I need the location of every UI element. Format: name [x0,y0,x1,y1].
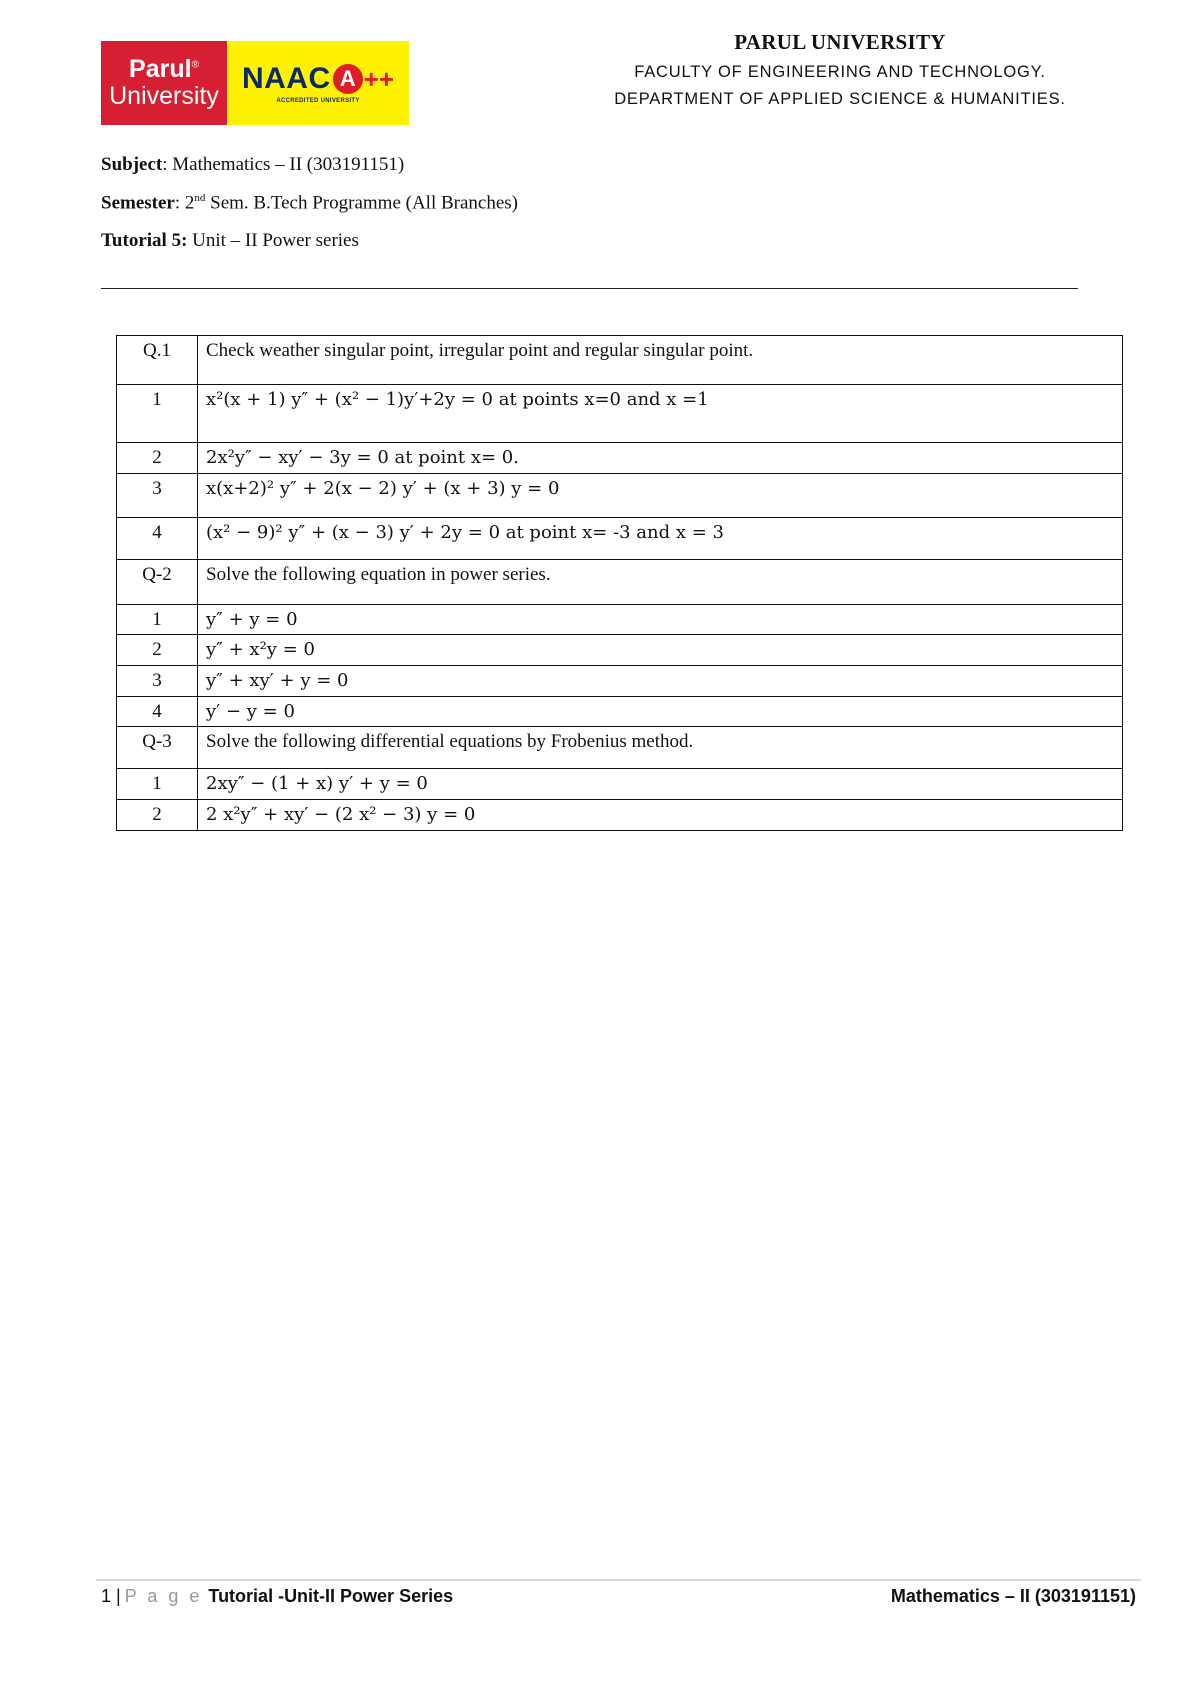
question-item-row [117,385,1123,443]
item-equation: 2x²y″ − xy′ − 3y = 0 at point x= 0. [198,443,1123,474]
semester-line [101,192,518,214]
semester-suffix: nd [194,192,206,204]
question-item-row [117,697,1123,727]
tutorial-value: Unit – II Power series [187,230,359,251]
semester-value: Sem. B.Tech Programme (All Branches) [205,192,519,214]
item-equation: y″ + y = 0 [198,605,1123,635]
semester-number: : 2 [174,192,195,214]
subject-line [101,154,404,176]
item-number: 2 [117,635,198,666]
item-number: 3 [117,474,198,518]
item-number: 2 [117,443,198,474]
question-header-row [117,727,1123,769]
question-item-row [117,518,1123,560]
question-item-row [117,474,1123,518]
footer-divider [96,1579,1141,1581]
question-number: Q-3 [117,727,198,769]
item-number: 1 [117,769,198,800]
university-header [590,30,1090,109]
faculty-name: FACULTY OF ENGINEERING AND TECHNOLOGY. [634,63,1046,81]
questions-table [116,335,1123,831]
item-number: 1 [117,385,198,443]
item-number: 2 [117,800,198,831]
logo-parul: Parul [129,55,192,83]
question-text: Solve the following equation in power series. [198,560,1123,605]
question-item-row [117,605,1123,635]
item-number: 4 [117,697,198,727]
logo-reg: ® [191,59,199,71]
item-equation: y′ − y = 0 [198,697,1123,727]
university-logo [101,41,409,125]
item-number: 4 [117,518,198,560]
item-equation: x(x+2)² y″ + 2(x − 2) y′ + (x + 3) y = 0 [198,474,1123,518]
question-number: Q.1 [117,336,198,385]
header-divider [101,288,1078,289]
item-equation: x²(x + 1) y″ + (x² − 1)y′+2y = 0 at points x=0 and x =1 [198,385,1123,443]
footer-tutorial-title: Tutorial -Unit-II Power Series [208,1586,454,1606]
page-number: 1 | [101,1586,121,1606]
page-word: P a g e [124,1586,203,1606]
item-number: 3 [117,666,198,697]
question-text: Check weather singular point, irregular point and regular singular point. [198,336,1123,385]
subject-value: : Mathematics – II (303191151) [162,154,405,175]
item-equation: 2xy″ − (1 + x) y′ + y = 0 [198,769,1123,800]
naac-accredited-label: ACCREDITED UNIVERSITY [276,98,360,104]
footer-left [101,1586,453,1607]
item-equation: 2 x²y″ + xy′ − (2 x² − 3) y = 0 [198,800,1123,831]
question-item-row [117,635,1123,666]
university-name: PARUL UNIVERSITY [734,30,946,54]
item-equation: y″ + xy′ + y = 0 [198,666,1123,697]
naac-logo-block [227,41,409,125]
item-equation: y″ + x²y = 0 [198,635,1123,666]
naac-grade-badge: A [333,64,363,94]
subject-label: Subject [101,154,163,175]
question-header-row [117,560,1123,605]
question-item-row [117,666,1123,697]
item-number: 1 [117,605,198,635]
logo-university: University [109,82,219,110]
department-name: DEPARTMENT OF APPLIED SCIENCE & HUMANITIES. [614,90,1066,108]
footer-course-title: Mathematics – II (303191151) [890,1586,1136,1606]
tutorial-line [101,230,359,252]
item-equation: (x² − 9)² y″ + (x − 3) y′ + 2y = 0 at point x= -3 and x = 3 [198,518,1123,560]
question-header-row [117,336,1123,385]
question-text: Solve the following differential equations by Frobenius method. [198,727,1123,769]
parul-logo-block [101,41,227,125]
question-number: Q-2 [117,560,198,605]
semester-label: Semester [101,192,175,214]
naac-text: NAAC [241,62,331,95]
question-item-row [117,800,1123,831]
question-item-row [117,769,1123,800]
question-item-row [117,443,1123,474]
tutorial-label: Tutorial 5: [101,230,188,251]
naac-grade-plus: ++ [363,63,395,94]
